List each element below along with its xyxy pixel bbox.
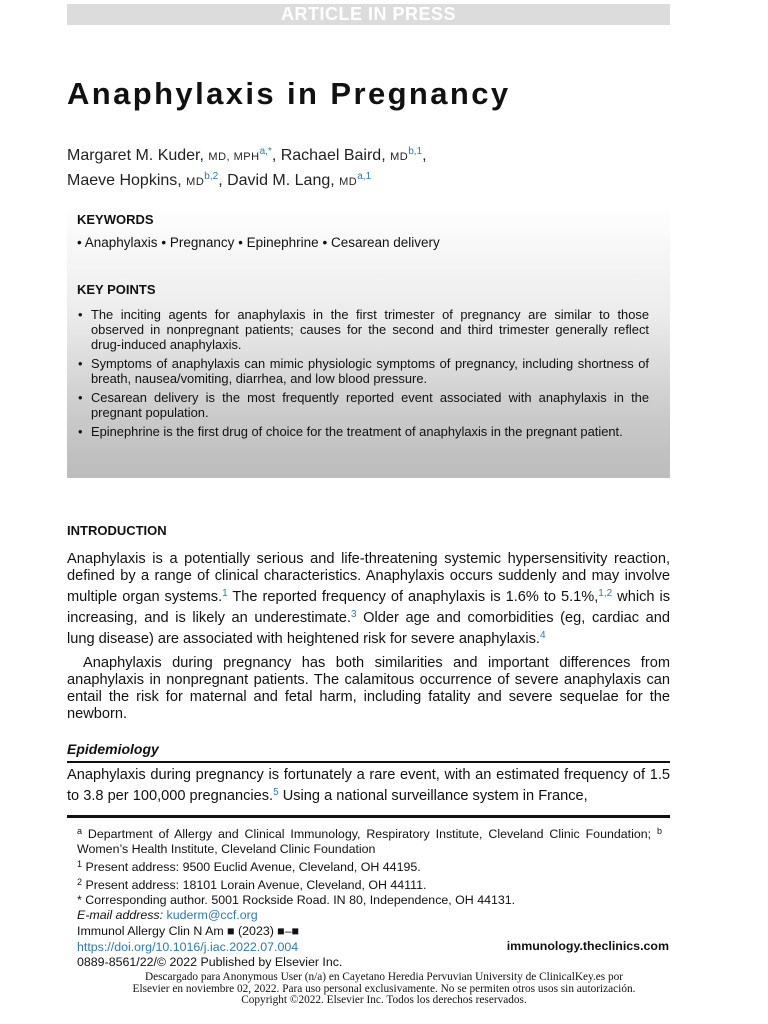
body-text: Anaphylaxis during pregnancy is fortunately a rare event, with an estimated frequency of 1.5 to 3.8 per 100,000 pregnancies.	[67, 767, 670, 804]
author-degree: MD, MPH	[208, 151, 260, 163]
bullet-icon: •	[78, 390, 83, 405]
corresponding-author: * Corresponding author. 5001 Rockside Road. IN 80, Independence, OH 44131.	[77, 893, 516, 907]
keyword-bullet: •	[238, 235, 243, 250]
keywords-list	[77, 235, 440, 250]
article-title: Anaphylaxis in Pregnancy	[67, 76, 511, 111]
author-degree: MD	[339, 176, 358, 188]
key-point-item	[77, 424, 649, 439]
author-name: Margaret M. Kuder,	[67, 147, 204, 164]
author-degree: MD	[186, 176, 205, 188]
author-affiliation-sup[interactable]: b,2	[204, 171, 219, 182]
email-link[interactable]: kuderm@ccf.org	[166, 908, 258, 922]
keyword-item: Pregnancy	[169, 235, 235, 250]
key-points-heading: KEY POINTS	[77, 282, 156, 297]
body-text: Anaphylaxis is a potentially serious and life-threatening systemic hypersensitivity reaction, defined by a range of clinical characteristics. Anaphylaxis occurs suddenly and may involve multiple organ systems.	[67, 551, 670, 605]
introduction-heading: INTRODUCTION	[67, 523, 167, 538]
author-name: Rachael Baird,	[280, 147, 386, 164]
article-in-press-banner: ARTICLE IN PRESS	[67, 4, 670, 25]
author-name: David M. Lang,	[227, 172, 335, 189]
author-name: Maeve Hopkins,	[67, 172, 182, 189]
keyword-bullet: •	[77, 235, 82, 250]
keyword-item: Epinephrine	[246, 235, 319, 250]
footnote-text: Present address: 18101 Lorain Avenue, Cleveland, OH 44111.	[82, 878, 427, 892]
affiliation-text: Women’s Health Institute, Cleveland Clinic Foundation	[77, 842, 376, 856]
footnote-1	[77, 857, 662, 875]
author-list: Margaret M. Kuder, MD, $MPH^{a,*}$, Rachael Baird, MD$^{b,1}$, Maeve Hopkins, MD$^{b,2}$, David M. Lang, MD$^{a,1}$	[67, 146, 427, 189]
body-text: Using a national surveillance system in France,	[278, 788, 588, 804]
citation-link[interactable]: 1	[222, 588, 228, 599]
email-label: E-mail address:	[77, 908, 164, 922]
body-text: The reported frequency of anaphylaxis is 1.6% to 5.1%,	[227, 589, 599, 605]
journal-website[interactable]: immunology.theclinics.com	[506, 939, 669, 953]
keywords-keypoints-box	[67, 203, 670, 478]
key-point-text: Symptoms of anaphylaxis can mimic physiologic symptoms of pregnancy, including shortness of breath, nausea/vomiting, diarrhea, and low blood pressure.	[91, 356, 649, 386]
affiliation-sup: a	[77, 826, 83, 836]
footnote-sup: 2	[77, 877, 83, 887]
footnote-sup: 1	[77, 859, 83, 869]
journal-citation: Immunol Allergy Clin N Am ■ (2023) ■–■	[77, 924, 300, 938]
key-points-list	[77, 307, 649, 443]
key-point-item	[77, 356, 649, 386]
bullet-icon: •	[78, 356, 83, 371]
key-point-item	[77, 307, 649, 352]
epidemiology-heading: Epidemiology	[67, 741, 159, 757]
footnote-2	[77, 875, 662, 893]
footnotes	[77, 824, 662, 923]
key-point-item	[77, 390, 649, 420]
body-text: Older age and comorbidities (eg, cardiac and lung disease) are associated with heightened risk for severe anaphylaxis.	[67, 610, 670, 647]
key-point-text: Epinephrine is the first drug of choice for the treatment of anaphylaxis in the pregnant patient.	[91, 424, 623, 439]
journal-info	[77, 924, 342, 971]
author-affiliation-sup[interactable]: a,1	[357, 171, 372, 182]
section-divider	[67, 761, 670, 763]
body-text: which is increasing, and is likely an underestimate.	[67, 589, 670, 626]
affiliation-text: Department of Allergy and Clinical Immunology, Respiratory Institute, Cleveland Clinic Foundation;	[82, 827, 657, 841]
download-notice: Descargado para Anonymous User (n/a) en Cayetano Heredia Pervuvian University de ClinicalKey.es por Elsevier en noviembre 02, 2022. Para uso personal exclusivamente. No se permiten otros usos sin autorización. Copyright ©2022. Elsevier Inc. Todos los derechos reservados.	[132, 971, 636, 1006]
citation-link[interactable]: 5	[273, 787, 279, 798]
author-degree: MD	[390, 151, 409, 163]
affiliation-sup: b	[656, 826, 662, 836]
introduction-paragraph-2: Anaphylaxis during pregnancy has both similarities and important differences from anaphylaxis in nonpregnant patients. The calamitous occurrence of severe anaphylaxis can entail the risk for maternal and fetal harm, including fatality and severe sequelae for the newborn.	[67, 655, 670, 722]
keyword-item: Anaphylaxis	[84, 235, 158, 250]
keyword-item: Cesarean delivery	[330, 235, 440, 250]
footnote-divider	[67, 815, 670, 818]
author-affiliation-sup[interactable]: b,1	[408, 146, 423, 157]
affiliations	[77, 824, 662, 857]
citation-link[interactable]: 1,2	[598, 588, 613, 599]
copyright-line: 0889-8561/22/© 2022 Published by Elsevier Inc.	[77, 955, 343, 969]
citation-link[interactable]: 4	[539, 630, 546, 641]
key-point-text: Cesarean delivery is the most frequently reported event associated with anaphylaxis in the pregnant population.	[91, 390, 649, 420]
doi-link[interactable]: https://doi.org/10.1016/j.iac.2022.07.004	[77, 939, 299, 954]
key-point-text: The inciting agents for anaphylaxis in the first trimester of pregnancy are similar to those observed in nonpregnant patients; causes for the second and third trimester generally reflect drug-induced anaphylaxis.	[91, 307, 649, 352]
introduction-paragraph-1	[67, 551, 670, 648]
footnote-text: Present address: 9500 Euclid Avenue, Cleveland, OH 44195.	[82, 860, 421, 874]
keywords-heading: KEYWORDS	[77, 212, 154, 227]
epidemiology-paragraph	[67, 767, 670, 805]
bullet-icon: •	[78, 307, 83, 322]
citation-link[interactable]: 3	[350, 609, 357, 620]
keyword-bullet: •	[322, 235, 328, 250]
bullet-icon: •	[78, 424, 83, 439]
author-affiliation-sup[interactable]: a,*	[259, 146, 272, 157]
email-line	[77, 908, 662, 923]
keyword-bullet: •	[161, 235, 167, 250]
